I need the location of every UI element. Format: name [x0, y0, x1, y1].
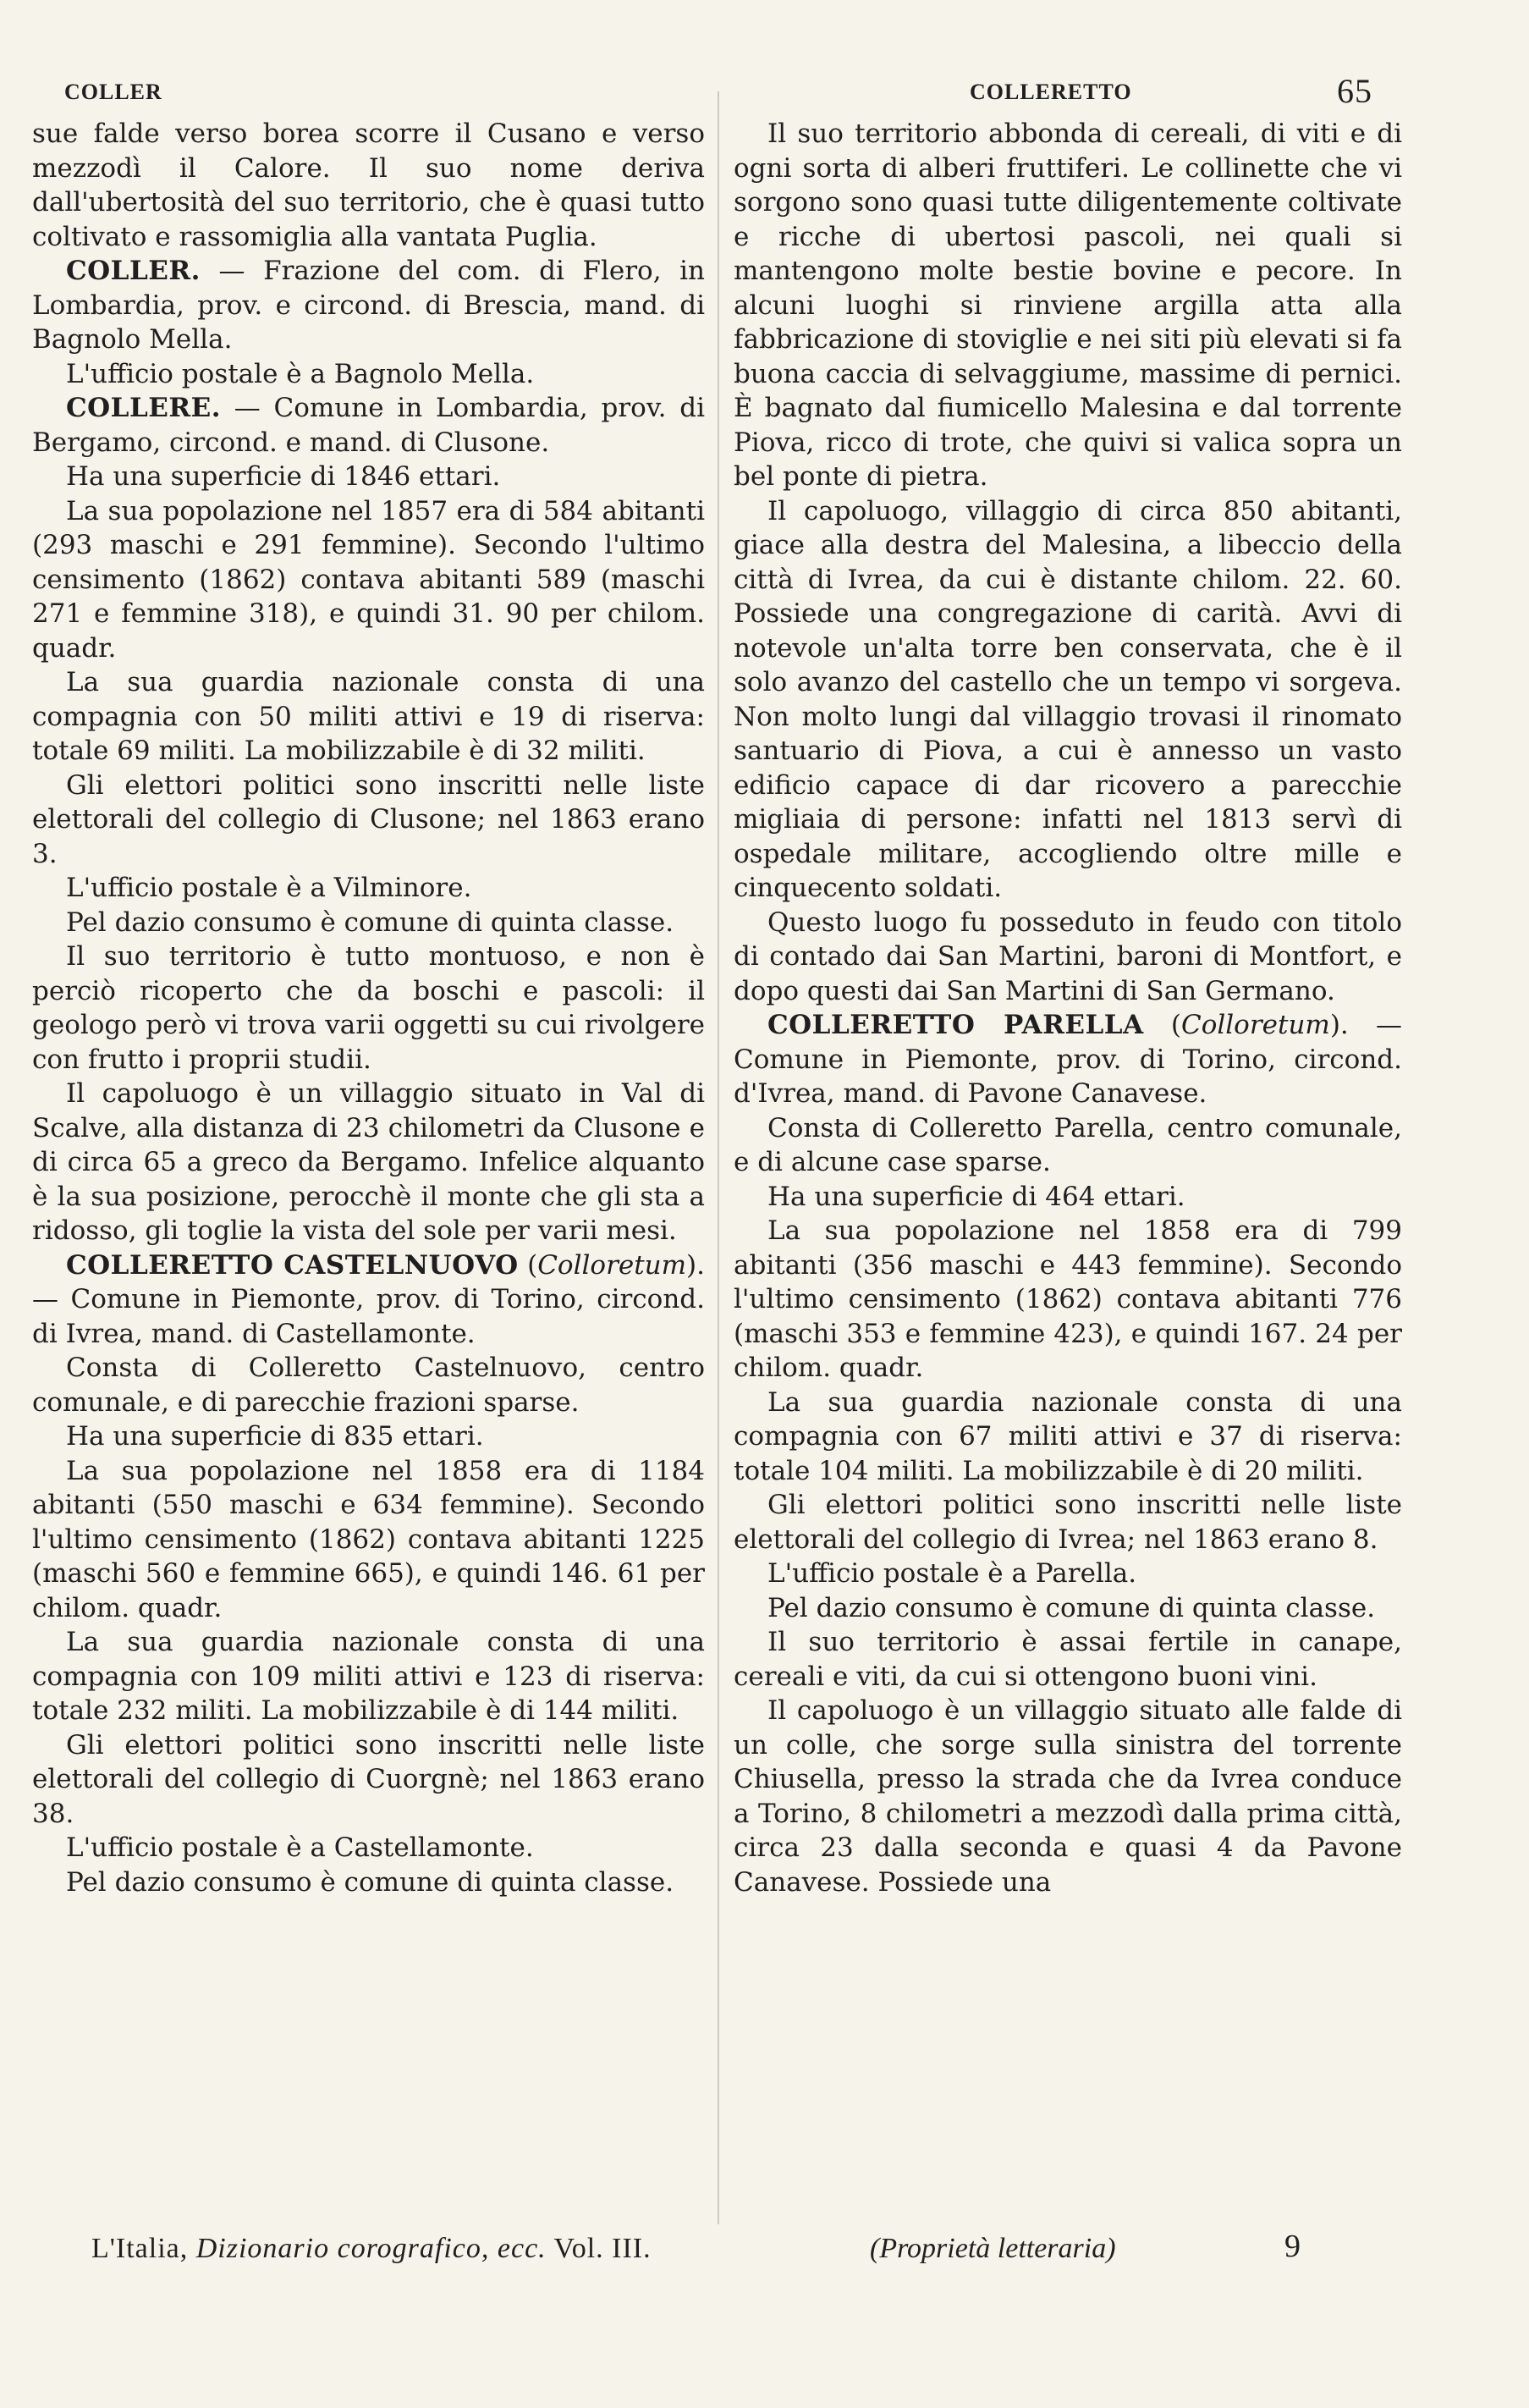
- footer-book-title: [91, 2233, 652, 2265]
- paragraph: [32, 940, 705, 1077]
- paragraph: [32, 1865, 705, 1900]
- paragraph-text: Ha una superficie di 835 ettari.: [66, 1421, 484, 1452]
- paragraph-text: L'ufficio postale è a Bagnolo Mella.: [66, 358, 535, 389]
- footer-prefix: L'Italia,: [91, 2233, 189, 2264]
- paragraph-text: — Comune in Piemonte, prov. di Torino, circond. di Ivrea, mand. di Castellamonte.: [32, 1284, 705, 1349]
- paragraph-text: L'ufficio postale è a Parella.: [767, 1558, 1137, 1589]
- entry-headword: COLLERE.: [66, 393, 222, 423]
- paragraph: [734, 1180, 1402, 1215]
- paragraph: [32, 769, 705, 872]
- paragraph: [734, 1591, 1402, 1626]
- paragraph-text: Il capoluogo, villaggio di circa 850 abitanti, giace alla destra del Malesina, a libeccio della città di Ivrea, da cui è distante chilom. 22. 60. Possiede una congregazione di carità. Avvi di notevole un'alta torre ben conservata, che è il solo avanzo del castello che un tempo vi sorgeva. Non molto lungi dal villaggio trovasi il rinomato santuario di Piova, a cui è annesso un vasto edificio capace di dar ricovero a parecchie migliaia di persone: infatti nel 1813 servì di ospedale militare, accogliendo oltre mille e cinquecento soldati.: [734, 495, 1402, 903]
- paragraph-text: Gli elettori politici sono inscritti nelle liste elettorali del collegio di Ivrea; nel 1863 erano 8.: [734, 1490, 1402, 1555]
- paragraph-text: Pel dazio consumo è comune di quinta classe.: [66, 906, 674, 938]
- paragraph: [32, 1351, 705, 1419]
- paragraph: [32, 1454, 705, 1626]
- paragraph: [32, 117, 705, 254]
- paragraph: COLLERETTO CASTELNUOVO (Colloretum). — Comune in Piemonte, prov. di Torino, circond. di Ivrea, mand. di Castellamonte.: [32, 1249, 705, 1349]
- paragraph-text: Il suo territorio è tutto montuoso, e non è perciò ricoperto che da boschi e pascoli: il geologo però vi trova varii oggetti su cui rivolgere con frutto i proprii studii.: [32, 941, 705, 1075]
- entry-headword: COLLERETTO PARELLA: [767, 1010, 1144, 1040]
- entry-headword: COLLERETTO CASTELNUOVO: [66, 1249, 519, 1281]
- paragraph: [734, 1386, 1402, 1489]
- paragraph-text: Gli elettori politici sono inscritti nelle liste elettorali del collegio di Clusone; nel 1863 erano 3.: [32, 769, 705, 869]
- paragraph-text: Pel dazio consumo è comune di quinta classe.: [767, 1592, 1376, 1623]
- footer-signature-number: 9: [1284, 2229, 1301, 2264]
- footer-volume: Vol. III.: [553, 2233, 652, 2264]
- paragraph: [32, 1419, 705, 1454]
- paragraph: [734, 906, 1402, 1009]
- paragraph-text: L'ufficio postale è a Vilminore.: [66, 873, 472, 903]
- paragraph-text: Il suo territorio abbonda di cereali, di viti e di ogni sorta di alberi fruttiferi. Le collinette che vi sorgono sono quasi tutte diligentemente coltivate e ricche di ubertosi pascoli, nei quali si mantengono molte bestie bovine e pecore. In alcuni luoghi si rinviene argilla atta alla fabbricazione di stoviglie e nei siti più elevati si fa buona caccia di selvaggiume, massime di pernici. È bagnato dal fiumicello Malesina e dal torrente Piova, ricco di trote, che quivi si valica sopra un bel ponte di pietra.: [734, 118, 1402, 492]
- header-left-word: COLLER: [64, 80, 162, 104]
- paragraph: [32, 1728, 705, 1832]
- paragraph: [32, 1625, 705, 1728]
- paragraph-text: Questo luogo fu posseduto in feudo con titolo di contado dai San Martini, baroni di Montfort, e dopo questi dai San Martini di San Germano.: [734, 906, 1402, 1006]
- paragraph: [734, 117, 1402, 494]
- paragraph: [32, 494, 705, 666]
- paragraph: [32, 254, 705, 357]
- paragraph-text: Il capoluogo è un villaggio situato alle falde di un colle, che sorge sulla sinistra del torrente Chiusella, presso la strada che da Ivrea conduce a Torino, 8 chilometri a mezzodì dalla prima città, circa 23 dalla seconda e quasi 4 da Pavone Canavese. Possiede una: [734, 1695, 1402, 1898]
- paragraph: [734, 1111, 1402, 1180]
- paragraph: COLLERETTO PARELLA (Colloretum). — Comune in Piemonte, prov. di Torino, circond. d'Ivrea, mand. di Pavone Canavese.: [734, 1010, 1403, 1109]
- column-divider: [718, 91, 719, 2224]
- paragraph-text: La sua guardia nazionale consta di una compagnia con 109 militi attivi e 123 di riserva: totale 232 militi. La mobilizzabile è di 144 militi.: [32, 1627, 705, 1726]
- latin-name: Colloretum: [537, 1249, 687, 1281]
- footer-title: Dizionario corografico, ecc.: [195, 2233, 547, 2264]
- paragraph: [734, 1694, 1402, 1899]
- paragraph-text: Il capoluogo è un villaggio situato in Val di Scalve, alla distanza di 23 chilometri da Clusone e di circa 65 a greco da Bergamo. Infelice alquanto è la sua posizione, perocchè il monte che gli sta a ridosso, gli toglie la vista del sole per varii mesi.: [32, 1078, 705, 1246]
- paragraph: [32, 1831, 705, 1865]
- paragraph: [32, 1077, 705, 1248]
- paragraph: [32, 906, 705, 940]
- paragraph-text: L'ufficio postale è a Castellamonte.: [66, 1832, 534, 1863]
- latin-name: Colloretum: [1180, 1010, 1330, 1040]
- page-footer: [32, 2226, 1403, 2277]
- running-header: [32, 74, 1393, 117]
- paragraph-text: — Frazione del com. di Flero, in Lombardia, prov. e circond. di Brescia, mand. di Bagnolo Mella.: [32, 256, 705, 355]
- paragraph: [734, 1557, 1402, 1591]
- footer-copyright-note: (Proprietà letteraria): [870, 2233, 1116, 2264]
- paragraph-text: Il suo territorio è assai fertile in canape, cereali e viti, da cui si ottengono buoni vini.: [734, 1627, 1402, 1692]
- paragraph: [32, 871, 705, 906]
- paragraph-text: sue falde verso borea scorre il Cusano e verso mezzodì il Calore. Il suo nome deriva dall'ubertosità del suo territorio, che è quasi tutto coltivato e rassomiglia alla vantata Puglia.: [32, 118, 705, 252]
- paragraph-text: Ha una superficie di 464 ettari.: [767, 1181, 1185, 1212]
- page-number: 65: [1337, 72, 1372, 110]
- paragraph-text: La sua popolazione nel 1858 era di 799 abitanti (356 maschi e 443 femmine). Secondo l'ultimo censimento (1862) contava abitanti 776 (maschi 353 e femmine 423), e quindi 167. 24 per chilom. quadr.: [734, 1215, 1402, 1383]
- paragraph-text: La sua guardia nazionale consta di una compagnia con 50 militi attivi e 19 di riserva: totale 69 militi. La mobilizzabile è di 32 militi.: [32, 667, 705, 766]
- right-column: [734, 117, 1402, 1899]
- paragraph-text: La sua popolazione nel 1858 era di 1184 abitanti (550 maschi e 634 femmine). Secondo l'ultimo censimento (1862) contava abitanti 1225 (maschi 560 e femmine 665), e quindi 146. 61 per chilom. quadr.: [32, 1455, 705, 1623]
- paragraph-text: — Comune in Lombardia, prov. di Bergamo, circond. e mand. di Clusone.: [32, 393, 705, 458]
- paragraph-text: Ha una superficie di 1846 ettari.: [66, 461, 501, 492]
- paragraph: [32, 391, 705, 460]
- left-column: [32, 117, 705, 1899]
- paragraph: [32, 357, 705, 392]
- paragraph: [32, 460, 705, 494]
- paragraph: [734, 1488, 1402, 1557]
- header-center-word: COLLERETTO: [970, 80, 1132, 104]
- entry-headword: COLLER.: [66, 256, 201, 286]
- paragraph-text: Consta di Colleretto Parella, centro comunale, e di alcune case sparse.: [734, 1112, 1402, 1177]
- paragraph-text: — Comune in Piemonte, prov. di Torino, circond. d'Ivrea, mand. di Pavone Canavese.: [734, 1010, 1403, 1109]
- paragraph: [32, 665, 705, 769]
- paragraph: [734, 1214, 1402, 1386]
- paragraph-text: Pel dazio consumo è comune di quinta classe.: [66, 1866, 674, 1898]
- paragraph-text: La sua guardia nazionale consta di una compagnia con 67 militi attivi e 37 di riserva: totale 104 militi. La mobilizzabile è di 20 militi.: [734, 1386, 1402, 1486]
- paragraph: [734, 494, 1402, 906]
- paragraph-text: Consta di Colleretto Castelnuovo, centro comunale, e di parecchie frazioni sparse.: [32, 1353, 705, 1418]
- paragraph: [734, 1625, 1402, 1694]
- paragraph-text: La sua popolazione nel 1857 era di 584 abitanti (293 maschi e 291 femmine). Secondo l'ultimo censimento (1862) contava abitanti 589 (maschi 271 e femmine 318), e quindi 31. 90 per chilom. quadr.: [32, 495, 705, 664]
- paragraph-text: Gli elettori politici sono inscritti nelle liste elettorali del collegio di Cuorgnè; nel 1863 erano 38.: [32, 1729, 705, 1829]
